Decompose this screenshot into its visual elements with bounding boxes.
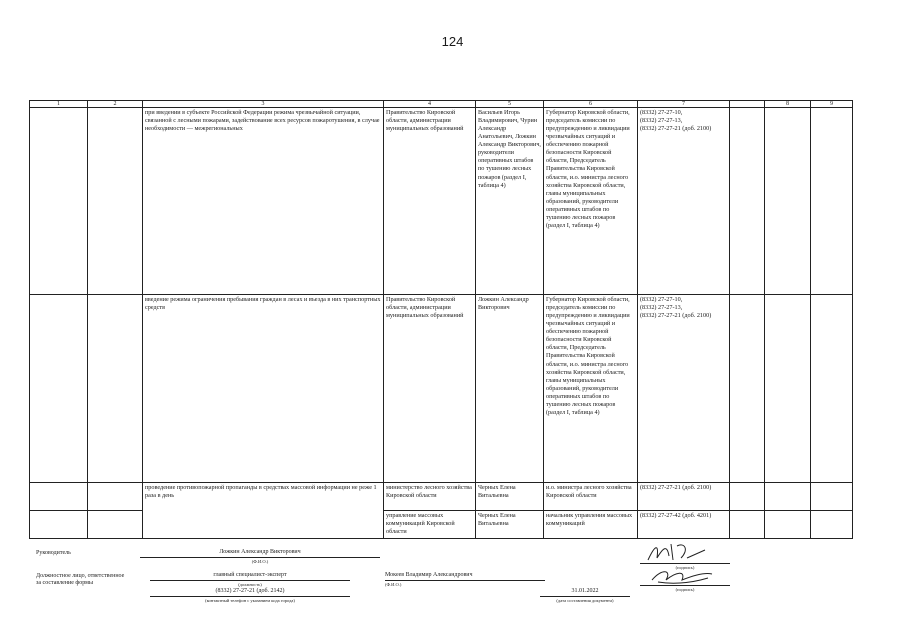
phone-caption: (контактный телефон с указанием кода города) <box>205 598 295 603</box>
persons-cell: Ложкин Александр Викторович <box>476 295 544 483</box>
table-row <box>30 483 853 511</box>
body-cell: Правительство Кировской области, администрации муниципальных образований <box>384 295 476 483</box>
phone-line <box>150 596 350 597</box>
measure-cell: при введении в субъекте Российской Федерации режима чрезвычайной ситуации, связанной с лесными пожарами, задействование всех ресурсов пожаротушения, в случае необходимости — межрегиональных <box>143 108 384 295</box>
column-number: 2 <box>88 101 143 108</box>
column-number-row <box>30 101 853 108</box>
measure-cell: введение режима ограничения пребывания граждан в лесах и въезда в них транспортных средств <box>143 295 384 483</box>
responsible-signature-caption: (подпись) <box>675 587 695 592</box>
column-number: 6 <box>544 101 638 108</box>
column-number: 4 <box>384 101 476 108</box>
responsible-name-line <box>385 580 545 581</box>
positions-cell: Губернатор Кировской области, председатель комиссии по предупреждению и ликвидации чрезвычайных ситуаций и обеспечению пожарной безопасности Кировской области, Председатель Правительства Кировской области, и.о. министра лесного хозяйства Кировской области, главы муниципальных образований, руководители оперативных штабов по тушению лесных пожаров (раздел I, таблица 4) <box>544 108 638 295</box>
column-number: 8 <box>765 101 811 108</box>
column-number: 1 <box>30 101 88 108</box>
phones-cell: (8332) 27-27-42 (доб. 4201) <box>638 511 730 539</box>
head-name: Ложкин Александр Викторович <box>219 549 301 555</box>
positions-cell: Губернатор Кировской области, председатель комиссии по предупреждению и ликвидации чрезвычайных ситуаций и обеспечению пожарной безопасности Кировской области, Председатель Правительства Кировской области, и.о. министра лесного хозяйства Кировской области, главы муниципальных образований, руководители оперативных штабов по тушению лесных пожаров (раздел I, таблица 4) <box>544 295 638 483</box>
column-number <box>730 101 765 108</box>
head-label: Руководитель <box>36 550 71 556</box>
phones-cell: (8332) 27-27-10, (8332) 27-27-13, (8332) 27-27-21 (доб. 2100) <box>638 295 730 483</box>
position-caption: (должность) <box>238 582 262 587</box>
positions-cell: и.о. министра лесного хозяйства Кировской области <box>544 483 638 511</box>
fio-caption: (Ф.И.О.) <box>251 559 269 564</box>
phones-cell: (8332) 27-27-10, (8332) 27-27-13, (8332) 27-27-21 (доб. 2100) <box>638 108 730 295</box>
responsible-label: Должностное лицо, ответственное за составление формы <box>36 573 125 587</box>
date-caption: (дата составления документа) <box>556 598 614 603</box>
responsible-fio-caption: (Ф.И.О.) <box>385 582 402 587</box>
phones-cell: (8332) 27-27-21 (доб. 2100) <box>638 483 730 511</box>
phone-value: (8332) 27-27-21 (доб. 2142) <box>215 588 285 594</box>
head-signature <box>645 540 715 565</box>
date-line <box>540 596 630 597</box>
signature-caption: (подпись) <box>675 565 695 570</box>
measures-table <box>29 100 853 539</box>
column-number: 3 <box>143 101 384 108</box>
body-cell: Правительство Кировской области, администрации муниципальных образований <box>384 108 476 295</box>
body-cell: министерство лесного хозяйства Кировской области <box>384 483 476 511</box>
persons-cell: Васильев Игорь Владимирович, Чурин Александр Анатольевич, Ложкин Александр Викторович, руководители оперативных штабов по тушению лесных пожаров (раздел I, таблица 4) <box>476 108 544 295</box>
position-value: главный специалист-эксперт <box>213 572 287 578</box>
table-row <box>30 108 853 295</box>
date-value: 31.01.2022 <box>571 588 599 594</box>
body-cell: управление массовых коммуникаций Кировской области <box>384 511 476 539</box>
column-number: 5 <box>476 101 544 108</box>
page-number: 124 <box>441 34 464 49</box>
positions-cell: начальник управления массовых коммуникаций <box>544 511 638 539</box>
position-line <box>150 580 350 581</box>
persons-cell: Черных Елена Витальевна <box>476 483 544 511</box>
persons-cell: Черных Елена Витальевна <box>476 511 544 539</box>
head-name-line <box>140 557 380 558</box>
column-number: 9 <box>811 101 853 108</box>
responsible-signature <box>648 566 718 588</box>
table-row <box>30 295 853 483</box>
responsible-name: Мокеев Владимир Александрович <box>385 572 473 578</box>
column-number: 7 <box>638 101 730 108</box>
measure-cell: проведение противопожарной пропаганды в средствах массовой информации не реже 1 раза в день <box>143 483 384 539</box>
